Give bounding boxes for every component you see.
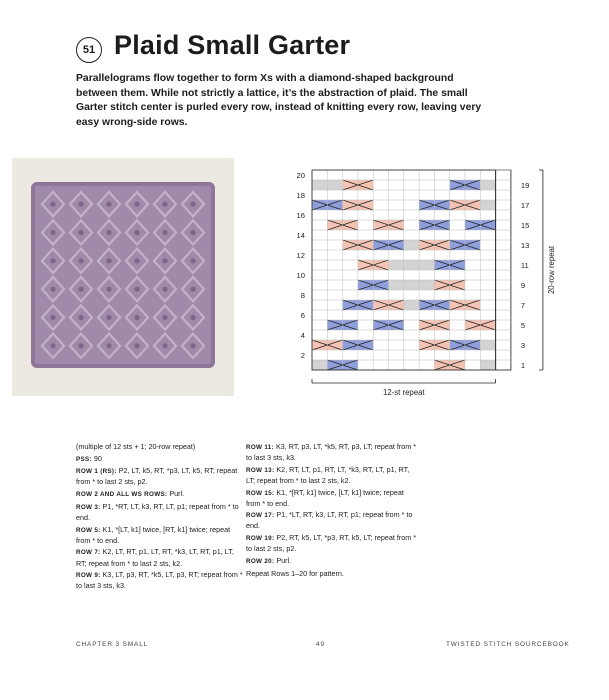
swatch-center-dot: [134, 258, 139, 263]
row-number-label: 20: [296, 171, 305, 180]
instruction-text: Purl.: [167, 489, 185, 499]
swatch-center-dot: [190, 343, 195, 348]
instruction-row: [76, 442, 244, 452]
swatch-center-dot: [190, 315, 195, 320]
instruction-row: [246, 556, 418, 567]
swatch-center-dot: [162, 315, 167, 320]
row-number-label: 7: [520, 301, 526, 310]
row-number-label: 11: [520, 261, 529, 270]
swatch-center-dot: [134, 343, 139, 348]
swatch-center-dot: [50, 343, 55, 348]
swatch-center-dot: [50, 230, 55, 235]
purl-cell: [404, 300, 419, 310]
row-number-label: 17: [520, 201, 530, 210]
swatch-center-dot: [190, 230, 195, 235]
instruction-text: K3, RT, p3, LT, *k5, RT, p3, LT; repeat from * to last 3 sts, k3.: [246, 442, 417, 463]
stitch-chart: [280, 160, 560, 410]
swatch-center-dot: [106, 258, 111, 263]
instruction-label: ROW 1 (RS):: [76, 468, 117, 476]
swatch-center-dot: [78, 315, 83, 320]
row-number-label: 1: [520, 361, 526, 370]
instruction-text: P2, LT, k5, RT, *p3, LT, k5, RT; repeat from * to last 2 sts, p2.: [76, 466, 238, 487]
instruction-row: [246, 488, 418, 509]
instruction-text: P2, RT, k5, LT, *p3, RT, k5, LT; repeat from * to last 2 sts, p2.: [246, 533, 417, 554]
swatch-center-dot: [106, 287, 111, 292]
intro-paragraph: Parallelograms flow together to form Xs with a diamond-shaped background between them. While not strictly a lattice, it’s the abstraction of plaid. The small Garter stitch center is purled every row, instead of knitting every row, leaving very easy wrong-side rows.: [76, 73, 482, 128]
instruction-label: ROW 19:: [246, 535, 275, 543]
instruction-label: ROW 13:: [246, 466, 275, 474]
row-number-label: 10: [296, 271, 305, 280]
swatch-center-dot: [162, 258, 167, 263]
instructions-left-column: [76, 442, 244, 593]
instruction-row: [76, 525, 244, 546]
swatch-center-dot: [162, 230, 167, 235]
row-number-label: 8: [300, 291, 305, 300]
instruction-row: [246, 533, 418, 554]
row-number-label: 16: [296, 211, 305, 220]
instruction-row: [76, 466, 244, 487]
purl-cell: [480, 340, 495, 350]
instruction-row: [246, 465, 418, 486]
purl-cell: [389, 280, 435, 290]
swatch-center-dot: [134, 202, 139, 207]
row-number-label: 13: [520, 241, 530, 250]
swatch-center-dot: [106, 315, 111, 320]
swatch-center-dot: [134, 230, 139, 235]
instruction-label: ROW 15:: [246, 489, 275, 497]
swatch-center-dot: [78, 258, 83, 263]
swatch-center-dot: [106, 202, 111, 207]
row-number-label: 6: [300, 311, 305, 320]
purl-cell: [480, 360, 495, 370]
instruction-label: ROW 2 AND ALL WS ROWS:: [76, 491, 168, 499]
footer-page-number: 49: [316, 641, 325, 648]
instruction-label: ROW 17:: [246, 512, 275, 520]
instruction-row: [76, 454, 244, 465]
instruction-row: [76, 489, 244, 500]
purl-cell: [480, 200, 495, 210]
instruction-row: [246, 510, 418, 531]
row-number-label: 15: [520, 221, 530, 230]
instruction-text: Repeat Rows 1–20 for pattern.: [246, 568, 344, 578]
swatch-center-dot: [50, 315, 55, 320]
row-number-label: 5: [520, 321, 526, 330]
row-repeat-label: 20-row repeat: [546, 245, 556, 295]
instruction-label: ROW 11:: [246, 444, 274, 451]
swatch-center-dot: [106, 343, 111, 348]
row-number-label: 12: [296, 251, 305, 260]
page-title: Plaid Small Garter: [114, 30, 351, 60]
swatch-center-dot: [162, 343, 167, 348]
instruction-text: Purl.: [274, 555, 292, 565]
instruction-label: ROW 5:: [76, 526, 101, 534]
swatch-center-dot: [78, 230, 83, 235]
purl-cell: [480, 180, 495, 190]
swatch-photo: [12, 158, 234, 396]
row-number-label: 14: [296, 231, 305, 240]
purl-cell: [389, 260, 435, 270]
instruction-text: (multiple of 12 sts + 1; 20-row repeat): [76, 442, 196, 451]
swatch-center-dot: [190, 287, 195, 292]
swatch-center-dot: [78, 202, 83, 207]
instruction-text: K2, RT, LT, p1, RT, LT, *k3, RT, LT, p1, RT, LT; repeat from * to last 2 sts, k2.: [246, 464, 410, 485]
swatch-center-dot: [190, 258, 195, 263]
row-number-label: 19: [520, 181, 530, 190]
swatch-body: [33, 184, 213, 366]
row-number-label: 2: [300, 351, 305, 360]
instruction-text: K3, LT, p3, RT, *k5, LT, p3, RT; repeat from * to last 3 sts, k3.: [76, 570, 243, 591]
row-number-label: 18: [296, 191, 305, 200]
swatch-illustration: [31, 182, 215, 368]
instruction-label: PSS:: [76, 455, 92, 463]
instruction-row: [246, 569, 418, 579]
instruction-text: K2, LT, RT, p1, LT, RT, *k3, LT, RT, p1, LT, RT; repeat from * to last 2 sts, k2.: [76, 547, 234, 568]
instruction-row: [76, 547, 244, 568]
instruction-row: [76, 570, 244, 591]
instructions-right-column: [246, 442, 418, 580]
row-number-label: 4: [300, 331, 305, 340]
swatch-center-dot: [134, 315, 139, 320]
pattern-number-badge: 51: [76, 37, 102, 63]
row-number-label: 3: [520, 341, 526, 350]
instruction-row: [246, 442, 418, 463]
swatch-center-dot: [78, 343, 83, 348]
purl-cell: [312, 360, 327, 370]
swatch-center-dot: [190, 202, 195, 207]
instruction-label: ROW 3:: [76, 503, 101, 511]
stitch-repeat-label: 12-st repeat: [382, 388, 425, 397]
instruction-text: K1, *[RT, k1] twice, [LT, k1] twice; repeat from * to end.: [246, 487, 404, 508]
instruction-label: ROW 7:: [76, 549, 101, 557]
swatch-center-dot: [162, 202, 167, 207]
swatch-center-dot: [162, 287, 167, 292]
footer-chapter: CHAPTER 3 SMALL: [76, 641, 149, 648]
instruction-text: P1, *RT, LT, k3, RT, LT, p1; repeat from * to end.: [76, 501, 239, 522]
swatch-center-dot: [78, 287, 83, 292]
instruction-text: K1, *[LT, k1] twice, [RT, k1] twice; repeat from * to end.: [76, 524, 231, 545]
instruction-text: 90: [91, 453, 102, 463]
row-number-label: 9: [520, 281, 526, 290]
instruction-label: ROW 20:: [246, 557, 275, 565]
purl-cell: [404, 240, 419, 250]
swatch-center-dot: [50, 287, 55, 292]
swatch-center-dot: [134, 287, 139, 292]
swatch-center-dot: [50, 202, 55, 207]
instruction-row: [76, 502, 244, 523]
swatch-center-dot: [50, 258, 55, 263]
swatch-center-dot: [106, 230, 111, 235]
instruction-text: P1, *LT, RT, k3, LT, RT, p1; repeat from * to end.: [246, 510, 413, 531]
footer-book-title: TWISTED STITCH SOURCEBOOK: [446, 641, 570, 648]
instruction-label: ROW 9:: [76, 572, 101, 580]
